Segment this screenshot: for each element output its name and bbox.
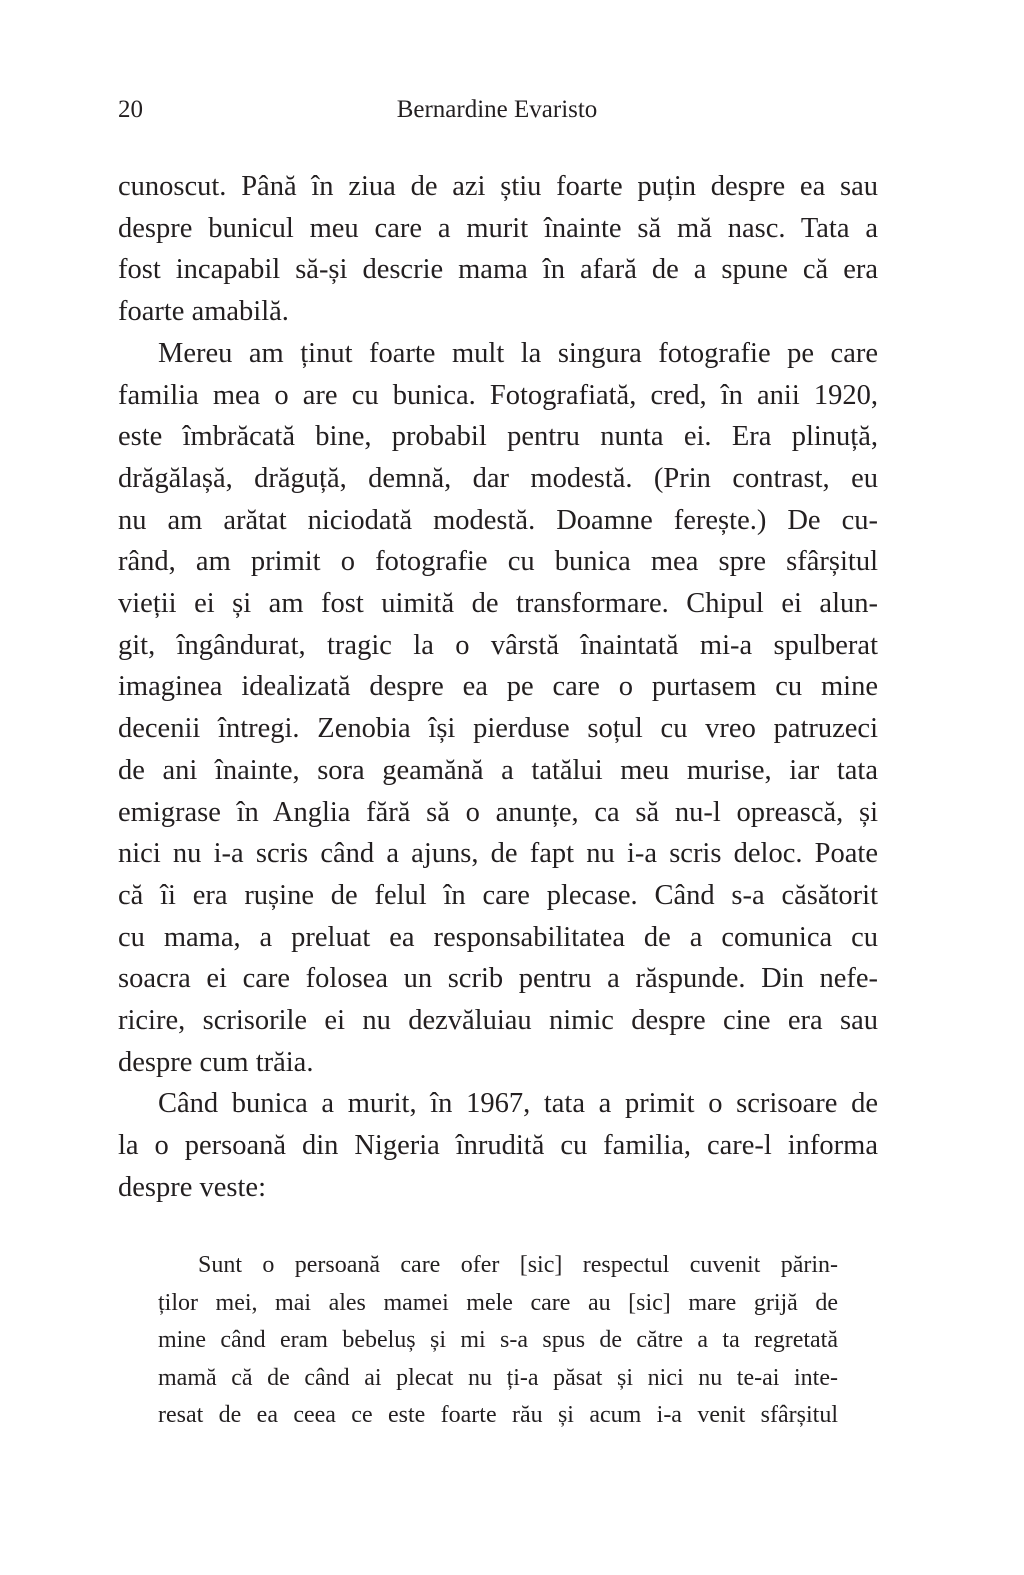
text-line: despre bunicul meu care a murit înainte să mă nasc. Tata a: [118, 212, 878, 244]
page-number: 20: [118, 96, 143, 123]
text-line: drăgălașă, drăguță, demnă, dar modestă. (Prin contrast, eu: [118, 462, 878, 494]
paragraph: [118, 333, 878, 1084]
running-title: Bernardine Evaristo: [396, 96, 598, 123]
paragraph: [118, 166, 878, 333]
text-line: soacra ei care folosea un scrib pentru a răspunde. Din nefe-: [118, 963, 878, 995]
body-text: [118, 166, 878, 1209]
text-line: emigrase în Anglia fără să o anunțe, ca să nu-l oprească, și: [118, 796, 878, 828]
quote-line: mine când eram bebeluș și mi s-a spus de către a ta regretată: [158, 1327, 838, 1354]
text-line: nu am arătat niciodată modestă. Doamne ferește.) De cu-: [118, 504, 878, 536]
block-quote: [158, 1247, 838, 1435]
text-line: cu mama, a preluat ea responsabilitatea de a comunica cu: [118, 921, 878, 953]
text-line: ricire, scrisorile ei nu dezvăluiau nimic despre cine era sau: [118, 1005, 878, 1037]
text-line: de ani înainte, sora geamănă a tatălui meu murise, iar tata: [118, 754, 878, 786]
text-line: despre cum trăia.: [118, 1046, 314, 1078]
text-line: imaginea idealizată despre ea pe care o purtasem cu mine: [118, 671, 878, 703]
text-line: git, îngândurat, tragic la o vârstă înaintată mi-a spulberat: [118, 629, 878, 661]
text-line: decenii întregi. Zenobia își pierduse soțul cu vreo patruzeci: [118, 713, 878, 745]
text-line: familia mea o are cu bunica. Fotografiată, cred, în anii 1920,: [118, 379, 878, 411]
text-line: fost incapabil să-și descrie mama în afară de a spune că era: [118, 254, 878, 286]
text-line: Când bunica a murit, în 1967, tata a primit o scrisoare de: [158, 1088, 878, 1120]
text-line: nici nu i-a scris când a ajuns, de fapt nu i-a scris deloc. Poate: [118, 838, 878, 870]
quote-line: ților mei, mai ales mamei mele care au [sic] mare grijă de: [158, 1289, 838, 1316]
text-line: la o persoană din Nigeria înrudită cu familia, care-l informa: [118, 1130, 878, 1162]
quote-line: mamă că de când ai plecat nu ți-a păsat și nici nu te-ai inte-: [158, 1364, 838, 1391]
text-line: vieții ei și am fost uimită de transformare. Chipul ei alun-: [118, 588, 878, 620]
text-line: foarte amabilă.: [118, 296, 289, 328]
text-line: Mereu am ținut foarte mult la singura fotografie pe care: [158, 337, 878, 369]
text-line: rând, am primit o fotografie cu bunica mea spre sfârșitul: [118, 546, 878, 578]
text-line: că îi era rușine de felul în care plecase. Când s-a căsătorit: [118, 879, 878, 911]
quote-line: Sunt o persoană care ofer [sic] respectul cuvenit părin-: [198, 1252, 838, 1278]
text-line: este îmbrăcată bine, probabil pentru nunta ei. Era plinuță,: [118, 421, 878, 453]
text-line: cunoscut. Până în ziua de azi știu foarte puțin despre ea sau: [118, 171, 878, 202]
text-line: despre veste:: [118, 1171, 266, 1203]
quote-line: resat de ea ceea ce este foarte rău și acum i-a venit sfârșitul: [158, 1402, 838, 1429]
paragraph: [118, 1083, 878, 1208]
